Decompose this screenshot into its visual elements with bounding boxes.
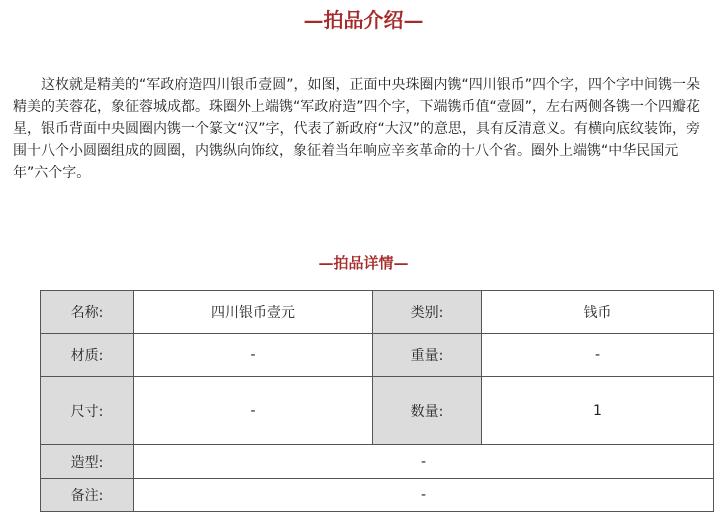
shape-value: - [134,445,714,479]
remarks-value: - [134,479,714,512]
quantity-value: 1 [482,377,714,445]
details-table [40,290,714,512]
material-label: 材质: [41,334,134,377]
size-label: 尺寸: [41,377,134,445]
category-label: 类别: [373,291,482,334]
intro-section-title: —拍品介绍— [303,8,424,32]
remarks-label: 备注: [41,479,134,512]
details-section-title: —拍品详情— [318,254,409,272]
table-row [41,445,714,479]
quantity-label: 数量: [373,377,482,445]
category-value: 钱币 [482,291,714,334]
name-value: 四川银币壹元 [134,291,373,334]
weight-value: - [482,334,714,377]
table-row [41,377,714,445]
table-row [41,334,714,377]
size-value: - [134,377,373,445]
material-value: - [134,334,373,377]
table-row [41,291,714,334]
table-row [41,479,714,512]
intro-description: 这枚就是精美的“军政府造四川银币壹圆”，如图，正面中央珠圈内镌“四川银币”四个字，四个字中间镌一朵精美的芙蓉花，象征蓉城成都。珠圈外上端镌“军政府造”四个字，下端镌币值“壹圆”，左右两侧各镌一个四瓣花星，银币背面中央圆圈内镌一个篆文“汉”字，代表了新政府“大汉”的意思，具有反清意义。有横向底纹装饰，旁围十八个小圆圈组成的圆圈，内镌纵向饰纹，象征着当年响应辛亥革命的十八个省。圈外上端镌“中华民国元年”六个字。 [13,77,701,181]
weight-label: 重量: [373,334,482,377]
shape-label: 造型: [41,445,134,479]
name-label: 名称: [41,291,134,334]
